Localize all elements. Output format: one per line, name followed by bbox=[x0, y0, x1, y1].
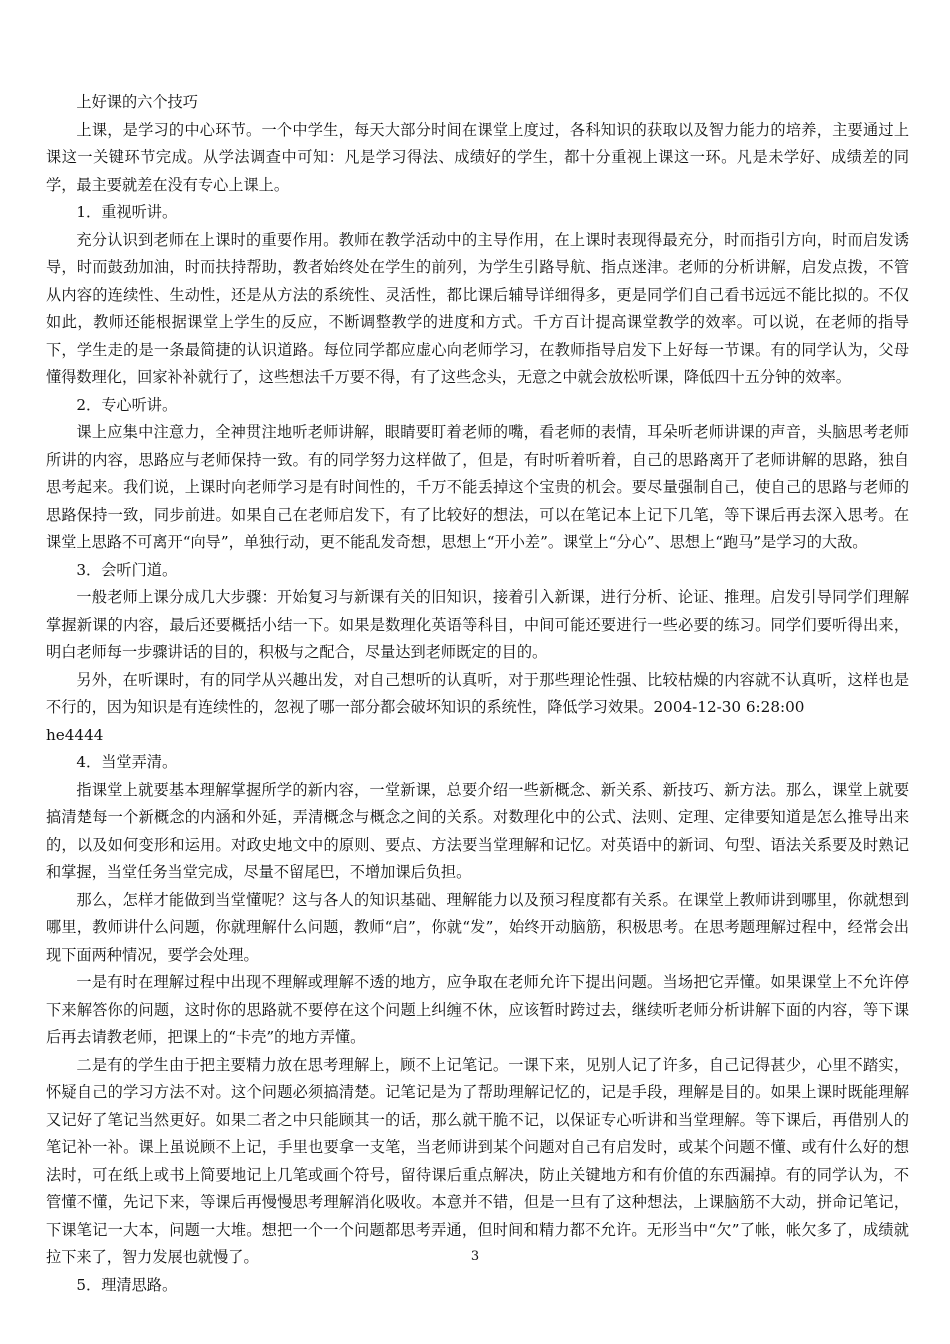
paragraph: 课上应集中注意力，全神贯注地听老师讲解，眼睛要盯着老师的嘴，看老师的表情，耳朵听老师讲课的声音，头脑思考老师所讲的内容，思路应与老师保持一致。有的同学努力这样做了，但是，有时听着听着，自己的思路离开了老师讲解的思路，独自思考起来。我们说，上课时向老师学习是有时间性的，千万不能丢掉这个宝贵的机会。要尽量强制自己，使自己的思路与老师的思路保持一致，同步前进。如果自己在老师启发下，有了比较好的想法，可以在笔记本上记下几笔，等下课后再去深入思考。在课堂上思路不可离开“向导”，单独行动，更不能乱发奇想，思想上“开小差”。课堂上“分心”、思想上“跑马”是学习的大敌。 bbox=[46, 423, 909, 551]
paragraph: 那么，怎样才能做到当堂懂呢？这与各人的知识基础、理解能力以及预习程度都有关系。在课堂上教师讲到哪里，你就想到哪里，教师讲什么问题，你就理解什么问题，教师“启”，你就“发”，始终开动脑筋，积极思考。在思考题理解过程中，经常会出现下面两种情况，要学会处理。 bbox=[46, 890, 909, 964]
author-signature: he4444 bbox=[46, 725, 104, 744]
section-heading-1: 1．重视听讲。 bbox=[76, 203, 178, 221]
section-heading-2: 2．专心听讲。 bbox=[76, 395, 178, 414]
paragraph: 一是有时在理解过程中出现不理解或理解不透的地方，应争取在老师允许下提出问题。当场把它弄懂。如果课堂上不允许停下来解答你的问题，这时你的思路就不要停在这个问题上纠缠不休，应该暂时跨过去，继续听老师分析讲解下面的内容，等下课后再去请教老师，把课上的“卡壳”的地方弄懂。 bbox=[46, 973, 909, 1046]
paragraph: 充分认识到老师在上课时的重要作用。教师在教学活动中的主导作用，在上课时表现得最充分，时而指引方向，时而启发诱导，时而鼓劲加油，时而扶持帮助，教者始终处在学生的前列，为学生引路导航、指点迷津。老师的分析讲解，启发点拨，不管从内容的连续性、生动性，还是从方法的系统性、灵活性，都比课后辅导详细得多，更是同学们自己看书远远不能比拟的。不仅如此，教师还能根据课堂上学生的反应，不断调整教学的进度和方式。千方百计提高课堂教学的效率。可以说，在老师的指导下，学生走的是一条最简捷的认识道路。每位同学都应虚心向老师学习，在教师指导启发下上好每一节课。有的同学认为，父母懂得数理化，回家补补就行了，这些想法千万要不得，有了这些念头，无意之中就会放松听课，降低四十五分钟的效率。 bbox=[46, 230, 909, 386]
section-heading-5: 5．理清思路。 bbox=[76, 1275, 178, 1294]
paragraph: 指课堂上就要基本理解掌握所学的新内容，一堂新课，总要介绍一些新概念、新关系、新技巧、新方法。那么，课堂上就要搞清楚每一个新概念的内涵和外延，弄清概念与概念之间的关系。对数理化中的公式、法则、定理、定律要知道是怎么推导出来的，以及如何变形和运用。对政史地文中的原则、要点、方法要当堂理解和记忆。对英语中的新词、句型、语法关系要及时熟记和掌握，当堂任务当堂完成，尽量不留尾巴，不增加课后负担。 bbox=[46, 780, 909, 881]
section-heading-3: 3．会听门道。 bbox=[76, 560, 178, 579]
document-title: 上好课的六个技巧 bbox=[76, 93, 198, 111]
document-body bbox=[46, 89, 909, 1299]
paragraph-intro: 上课，是学习的中心环节。一个中学生，每天大部分时间在课堂上度过，各科知识的获取以及智力能力的培养，主要通过上课这一关键环节完成。从学法调查中可知：凡是学习得法、成绩好的学生，都十分重视上课这一环。凡是未学好、成绩差的同学，最主要就差在没有专心上课上。 bbox=[46, 120, 909, 194]
section-heading-4: 4．当堂弄清。 bbox=[76, 753, 178, 771]
paragraph: 另外，在听课时，有的同学从兴趣出发，对自己想听的认真听，对于那些理论性强、比较枯燥的内容就不认真听，这样也是不行的，因为知识是有连续性的，忽视了哪一部分都会破坏知识的系统性，降低学习效果。2004-12-30 6:28:00 bbox=[46, 670, 909, 716]
paragraph: 一般老师上课分成几大步骤：开始复习与新课有关的旧知识，接着引入新课，进行分析、论证、推理。启发引导同学们理解掌握新课的内容，最后还要概括小结一下。如果是数理化英语等科目，中间可能还要进行一些必要的练习。同学们要听得出来，明白老师每一步骤讲话的目的，积极与之配合，尽量达到老师既定的目的。 bbox=[46, 588, 909, 661]
page-number: 3 bbox=[470, 1249, 480, 1264]
paragraph: 二是有的学生由于把主要精力放在思考理解上，顾不上记笔记。一课下来，见别人记了许多，自己记得甚少，心里不踏实，怀疑自己的学习方法不对。这个问题必须搞清楚。记笔记是为了帮助理解记忆的，记是手段，理解是目的。如果上课时既能理解又记好了笔记当然更好。如果二者之中只能顾其一的话，那么就干脆不记，以保证专心听讲和当堂理解。等下课后，再借别人的笔记补一补。课上虽说顾不上记，手里也要拿一支笔，当老师讲到某个问题对自己有启发时，或某个问题不懂、或有什么好的想法时，可在纸上或书上简要地记上几笔或画个符号，留待课后重点解决，防止关键地方和有价值的东西漏掉。有的同学认为，不管懂不懂，先记下来，等课后再慢慢思考理解消化吸收。本意并不错，但是一旦有了这种想法，上课脑筋不大动，拼命记笔记，下课笔记一大本，问题一大堆。想把一个一个问题都思考弄通，但时间和精力都不允许。无形当中“欠”了帐，帐欠多了，成绩就拉下来了，智力发展也就慢了。 bbox=[46, 1055, 909, 1266]
